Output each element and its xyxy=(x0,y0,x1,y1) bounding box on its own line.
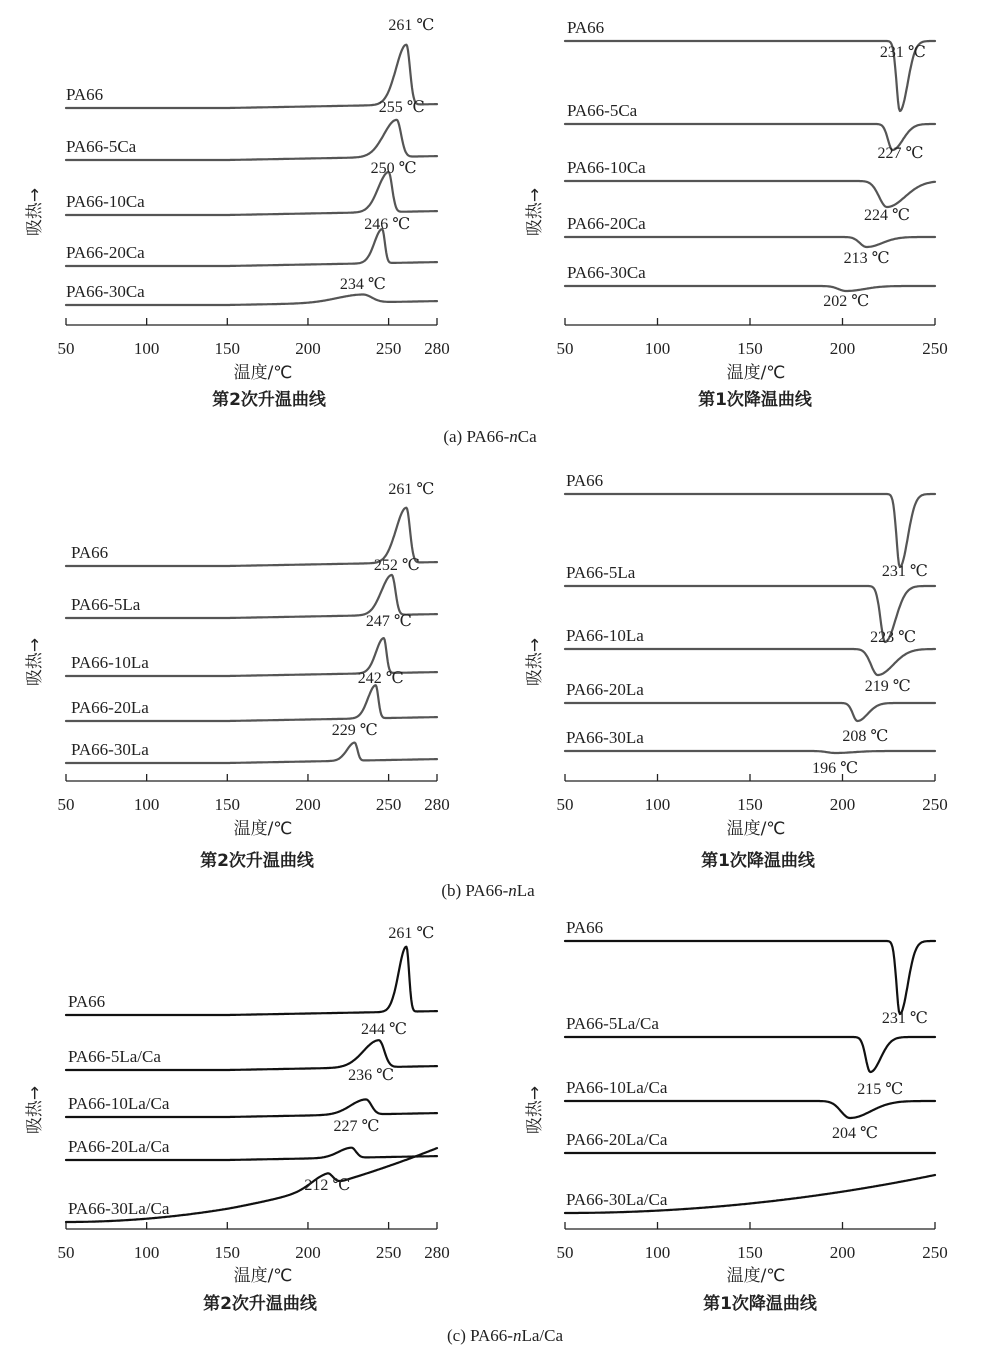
caption-b: (b) PA66-nLa xyxy=(441,881,535,900)
panel-subtitle: 第2次升温曲线 xyxy=(200,851,314,871)
y-axis-label: 吸热→ xyxy=(525,187,545,237)
panel-a-heating xyxy=(25,17,450,410)
x-tick-label: 100 xyxy=(133,339,160,358)
series-label: PA66-20La xyxy=(566,680,644,699)
series-label: PA66-30Ca xyxy=(567,263,646,282)
peak-label: 227 ℃ xyxy=(333,1118,380,1135)
panel-subtitle: 第1次降温曲线 xyxy=(703,1294,817,1314)
peak-label: 250 ℃ xyxy=(370,160,417,177)
peak-label: 261 ℃ xyxy=(388,481,435,498)
peak-label: 236 ℃ xyxy=(348,1067,394,1084)
x-tick-label: 100 xyxy=(644,1243,671,1262)
x-tick-label: 150 xyxy=(737,339,763,358)
peak-label: 261 ℃ xyxy=(388,925,435,942)
series-label: PA66-5La/Ca xyxy=(68,1047,161,1066)
curve-pa66-10la xyxy=(565,649,935,675)
curve-pa66 xyxy=(565,941,935,1014)
peak-label: 202 ℃ xyxy=(823,293,870,310)
peak-label: 242 ℃ xyxy=(357,670,404,687)
x-tick-label: 50 xyxy=(57,339,75,358)
series-label: PA66-30Ca xyxy=(66,282,145,301)
x-tick-label: 200 xyxy=(829,339,856,358)
x-tick-label: 150 xyxy=(737,1243,763,1262)
x-tick-label: 250 xyxy=(922,795,948,814)
peak-label: 231 ℃ xyxy=(881,563,928,580)
series-label: PA66 xyxy=(68,992,106,1011)
caption-a: (a) PA66-nCa xyxy=(443,427,537,446)
x-tick-label: 150 xyxy=(214,795,241,814)
panel-a-cooling xyxy=(525,18,948,410)
peak-label: 204 ℃ xyxy=(831,1125,878,1142)
peak-label: 196 ℃ xyxy=(812,760,859,777)
curve-pa66-10la-ca xyxy=(565,1101,935,1118)
x-axis-label: 温度/℃ xyxy=(233,1266,293,1286)
curve-pa66-20ca xyxy=(565,237,935,247)
curve-pa66-20la xyxy=(565,703,935,721)
panel-subtitle: 第2次升温曲线 xyxy=(212,390,326,410)
series-label: PA66-5La xyxy=(71,595,141,614)
y-axis-label: 吸热→ xyxy=(525,1085,545,1135)
series-label: PA66-30La/Ca xyxy=(566,1190,668,1209)
series-label: PA66-5La xyxy=(566,563,636,582)
x-tick-label: 100 xyxy=(644,795,671,814)
x-tick-label: 150 xyxy=(214,339,241,358)
peak-label: 213 ℃ xyxy=(843,250,890,267)
curve-pa66-10ca xyxy=(565,181,935,207)
peak-label: 247 ℃ xyxy=(365,613,412,630)
peak-label: 229 ℃ xyxy=(331,722,378,739)
curve-pa66 xyxy=(66,947,437,1015)
y-axis-label: 吸热→ xyxy=(525,637,545,687)
series-label: PA66-10La/Ca xyxy=(68,1094,170,1113)
peak-label: 231 ℃ xyxy=(879,44,926,61)
x-axis-label: 温度/℃ xyxy=(233,819,293,839)
x-tick-label: 250 xyxy=(375,339,402,358)
x-tick-label: 280 xyxy=(424,795,450,814)
y-axis-label: 吸热→ xyxy=(25,637,45,687)
panel-b-cooling xyxy=(525,471,948,871)
peak-label: 252 ℃ xyxy=(373,557,420,574)
series-label: PA66 xyxy=(71,543,109,562)
x-tick-label: 250 xyxy=(922,1243,948,1262)
curve-pa66-5la-ca xyxy=(565,1037,935,1072)
curve-pa66 xyxy=(565,494,935,567)
x-axis-label: 温度/℃ xyxy=(726,363,786,383)
peak-label: 212 ℃ xyxy=(304,1177,351,1194)
peak-label: 208 ℃ xyxy=(842,728,889,745)
peak-label: 227 ℃ xyxy=(877,145,924,162)
panel-b-heating xyxy=(25,481,450,871)
peak-label: 244 ℃ xyxy=(360,1021,407,1038)
series-label: PA66 xyxy=(66,85,104,104)
series-label: PA66-20Ca xyxy=(66,243,145,262)
peak-label: 215 ℃ xyxy=(857,1081,904,1098)
peak-label: 246 ℃ xyxy=(364,216,411,233)
series-label: PA66 xyxy=(567,18,605,37)
x-tick-label: 150 xyxy=(214,1243,241,1262)
series-label: PA66-10Ca xyxy=(66,192,145,211)
x-axis-label: 温度/℃ xyxy=(726,819,786,839)
x-tick-label: 250 xyxy=(375,795,402,814)
series-label: PA66-30La/Ca xyxy=(68,1199,170,1218)
x-tick-label: 100 xyxy=(133,1243,160,1262)
x-axis-label: 温度/℃ xyxy=(726,1266,786,1286)
series-label: PA66-20La/Ca xyxy=(68,1137,170,1156)
series-label: PA66-30La xyxy=(566,728,644,747)
peak-label: 255 ℃ xyxy=(378,99,425,116)
x-tick-label: 150 xyxy=(737,795,763,814)
x-tick-label: 50 xyxy=(556,339,574,358)
x-tick-label: 250 xyxy=(375,1243,402,1262)
series-label: PA66-10La xyxy=(71,653,149,672)
series-label: PA66-5La/Ca xyxy=(566,1014,659,1033)
series-label: PA66 xyxy=(566,471,604,490)
x-tick-label: 250 xyxy=(922,339,948,358)
y-axis-label: 吸热→ xyxy=(25,1085,45,1135)
peak-label: 219 ℃ xyxy=(864,678,911,695)
caption-c: (c) PA66-nLa/Ca xyxy=(447,1326,563,1345)
x-tick-label: 200 xyxy=(829,795,856,814)
series-label: PA66-30La xyxy=(71,740,149,759)
y-axis-label: 吸热→ xyxy=(25,187,45,237)
series-label: PA66-10La/Ca xyxy=(566,1078,668,1097)
panel-subtitle: 第1次降温曲线 xyxy=(698,390,812,410)
x-tick-label: 200 xyxy=(295,339,321,358)
panel-c-heating xyxy=(25,925,450,1314)
panel-subtitle: 第1次降温曲线 xyxy=(701,851,815,871)
peak-label: 224 ℃ xyxy=(863,207,910,224)
peak-label: 223 ℃ xyxy=(870,629,917,646)
x-tick-label: 280 xyxy=(424,1243,450,1262)
x-tick-label: 200 xyxy=(829,1243,856,1262)
peak-label: 261 ℃ xyxy=(388,17,435,34)
series-label: PA66 xyxy=(566,918,604,937)
series-label: PA66-5Ca xyxy=(567,101,638,120)
series-label: PA66-5Ca xyxy=(66,137,137,156)
curve-pa66-30ca xyxy=(565,286,935,291)
panel-subtitle: 第2次升温曲线 xyxy=(203,1294,317,1314)
series-label: PA66-20Ca xyxy=(567,214,646,233)
peak-label: 234 ℃ xyxy=(339,276,386,293)
x-tick-label: 200 xyxy=(295,1243,321,1262)
x-tick-label: 100 xyxy=(133,795,160,814)
series-label: PA66-20La xyxy=(71,698,149,717)
x-tick-label: 50 xyxy=(57,1243,75,1262)
panel-c-cooling xyxy=(525,918,948,1314)
x-tick-label: 50 xyxy=(556,1243,574,1262)
series-label: PA66-10La xyxy=(566,626,644,645)
x-tick-label: 200 xyxy=(295,795,321,814)
curve-pa66-30la xyxy=(565,751,935,753)
peak-label: 231 ℃ xyxy=(881,1010,928,1027)
x-tick-label: 50 xyxy=(57,795,75,814)
series-label: PA66-10Ca xyxy=(567,158,646,177)
series-label: PA66-20La/Ca xyxy=(566,1130,668,1149)
x-tick-label: 280 xyxy=(424,339,450,358)
x-tick-label: 50 xyxy=(556,795,574,814)
x-axis-label: 温度/℃ xyxy=(233,363,293,383)
x-tick-label: 100 xyxy=(644,339,671,358)
